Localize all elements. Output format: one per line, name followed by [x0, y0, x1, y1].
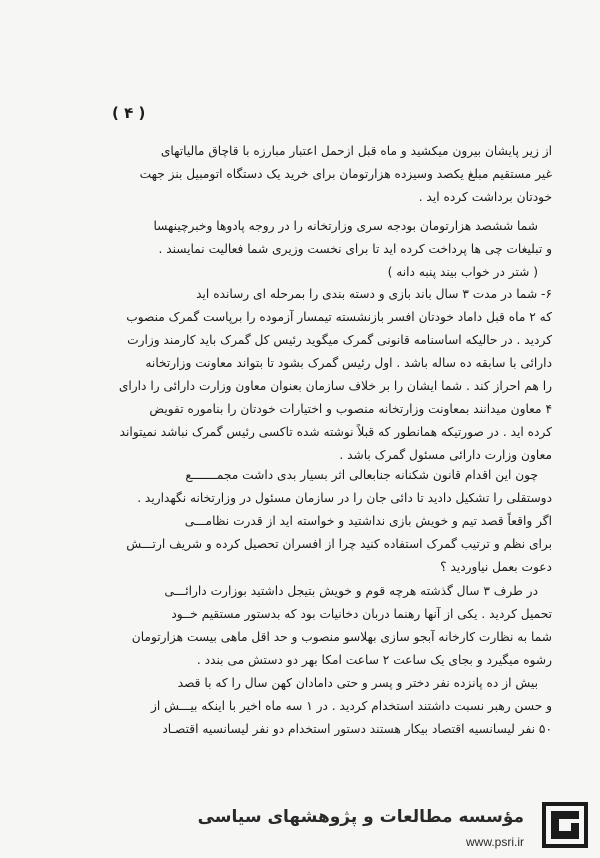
watermark-footer	[0, 792, 600, 858]
text-line: و حسن رهبر نسبت داشتند استخدام کردید . در ۱ سه ماه اخیر با اینکه بیـــش از	[150, 699, 552, 713]
text-line: ۴ معاون میدانند بمعاونت وزارتخانه منصوب و اختیارات خودتان را بناموره تفویض	[149, 402, 552, 416]
page-number: ( ۴ )	[112, 104, 146, 122]
text-line: دارائی با سابقه ده ساله باشد . اول رئیس گمرک بشود تا بتواند معاونت وزارتخانه	[145, 356, 552, 370]
text-line: شما به نظارت کارخانه آبجو سازی بهلاسو منصوب و حد اقل ماهی بیست هزارتومان	[131, 630, 552, 644]
text-line: کردید . در حالیکه اساسنامه قانونی گمرک میگوید رئیس کل گمرک باید کارمند وزارت	[127, 333, 552, 347]
text-line: کرده اید . در صورتیکه همانطور که قبلاً نوشته شده تاکسی رئیس گمرک نباشد نمیتواند	[119, 425, 552, 439]
text-line: بیش از ده پانزده نفر دختر و پسر و حتی دامادان کهن سال را که با قصد	[177, 676, 538, 690]
paragraph	[78, 580, 552, 672]
text-line: معاون وزارت دارائی مسئول گمرک باشد .	[339, 448, 552, 462]
text-line: اگر واقعاً قصد تیم و خویش بازی نداشتید و خواسته اید از قدرت نظامـــی	[184, 514, 552, 528]
institute-logo-icon	[542, 802, 588, 848]
text-line: دوستقلی را تشکیل دادید تا دائی جان را در سازمان مسئول در وزارتخانه نگهدارید .	[137, 491, 552, 505]
text-line: ( شتر در خواب بیند پنبه دانه )	[387, 265, 538, 279]
paragraph	[78, 464, 552, 579]
text-line: تحمیل کردید . یکی از آنها رهنما دربان دخانیات بود که بدستور مستقیم خــود	[171, 607, 552, 621]
website-link[interactable]: www.psri.ir	[465, 835, 524, 849]
text-line: برای نظم و ترتیب گمرک استفاده کنید چرا از افسران تحصیل کرده و شریف ارتـــش	[126, 537, 552, 551]
text-line: رشوه میگیرد و بجای یک ساعت ۲ ساعت امکا بهر دو دستش می بندد .	[196, 653, 552, 667]
paragraph	[78, 140, 552, 209]
text-line: را هم احراز کند . شما ایشان را بر خلاف سازمان بعنوان معاون وزارت دارائی را دارای	[118, 379, 552, 393]
institute-name: مؤسسه مطالعات و پژوهشهای سیاسی	[197, 807, 524, 827]
paragraph	[78, 283, 552, 467]
text-line: از زیر پایشان بیرون میکشید و ماه قبل ازحمل اعتبار مبارزه با قاچاق مالیاتهای	[160, 144, 552, 158]
text-line: و تبلیغات چی ها پرداخت کرده اید تا برای نخست وزیری شما فعالیت نمایسند .	[158, 242, 552, 256]
text-line: خودتان برداشت کرده اید .	[418, 190, 552, 204]
text-line: در طرف ۳ سال گذشته هرچه قوم و خویش بتیجل داشتید بوزارت دارائـــی	[164, 584, 538, 598]
text-line: ۵۰ نفر لیسانسیه اقتصاد بیکار هستند دستور استخدام دو نفر لیسانسیه اقتصـاد	[162, 722, 552, 736]
text-line: شما ششصد هزارتومان بودجه سری وزارتخانه را در روجه پادوها وخبرچینهسا	[153, 219, 538, 233]
paragraph	[78, 215, 552, 284]
text-line: که ۲ ماه قبل داماد خودتان افسر بازنشسته تیمسار آزموده را برپاست گمرک منصوب	[126, 310, 552, 324]
text-line: ۶- شما در مدت ۳ سال باند بازی و دسته بندی را بمرحله ای رسانده اید	[196, 287, 552, 301]
text-line: چون این اقدام قانون شکنانه جنابعالی اثر بسیار بدی داشت مجمـــــــع	[185, 468, 538, 482]
paragraph	[78, 672, 552, 741]
text-line: غیر مستقیم مبلغ یکصد وسیزده هزارتومان برای خرید یک دستگاه اتومبیل بنز جهت	[139, 167, 552, 181]
text-line: دعوت بعمل نیاوردید ؟	[440, 560, 552, 574]
